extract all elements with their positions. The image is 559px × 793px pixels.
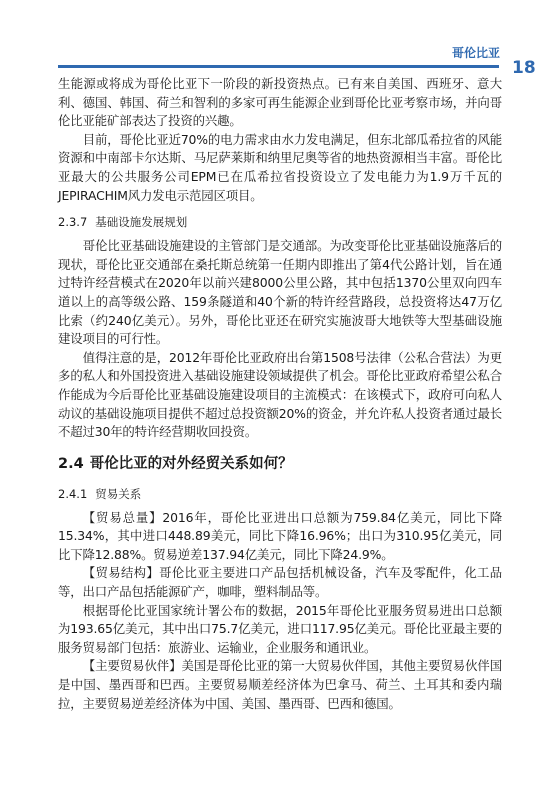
paragraph: 哥伦比亚基础设施建设的主管部门是交通部。为改变哥伦比亚基础设施落后的现状，哥伦比亚交通部在桑托斯总统第一任期内即推出了第4代公路计划，旨在通过特许经营模式在2020年以前兴建8000公里公路，其中包括1370公里双向四车道以上的高等级公路、159条隧道和40个新的特许经营路段，总投资将达47万亿比索（约240亿美元）。另外，哥伦比亚还在研究实施波哥大地铁等大型基础设施建设项目的可行性。 xyxy=(58,238,502,347)
item-text: 2016年，哥伦比亚进出口总额为759.84亿美元，同比下降15.34%，其中进口448.89美元，同比下降16.96%；出口为310.95亿美元，同比下降12.88%。贸易逆差137.94亿美元，同比下降24.9%。 xyxy=(58,509,503,562)
subsection-heading xyxy=(58,486,502,502)
section-number: 2.4 xyxy=(58,455,84,472)
page-number: 18 xyxy=(512,58,536,78)
subsection-title: 基础设施发展规划 xyxy=(95,215,188,230)
paragraph: 目前，哥伦比亚近70%的电力需求由水力发电满足，但东北部瓜希拉省的风能资源和中南部卡尔达斯、马尼萨莱斯和纳里尼奥等省的地热资源相当丰富。哥伦比亚最大的公共服务公司EPM已在瓜希拉省投资设立了发电能力为1.9万千瓦的JEPIRACHIM风力发电示范园区项目。 xyxy=(58,131,502,203)
item-label: 【贸易总量】 xyxy=(82,509,163,525)
section-title: 哥伦比亚的对外经贸关系如何？ xyxy=(89,455,293,472)
subsection-heading xyxy=(58,214,502,230)
paragraph: 生能源或将成为哥伦比亚下一阶段的新投资热点。已有来自美国、西班牙、意大利、德国、韩国、荷兰和智利的多家可再生能源企业到哥伦比亚考察市场，并向哥伦比亚能矿部表达了投资的兴趣。 xyxy=(58,76,502,129)
item-text: 根据哥伦比亚国家统计署公布的数据，2015年哥伦比亚服务贸易进出口总额为193.65亿美元，其中出口75.7亿美元，进口117.95亿美元。哥伦比亚最主要的服务贸易部门包括：旅游业、运输业，企业服务和通讯业。 xyxy=(58,602,502,655)
paragraph xyxy=(58,602,502,658)
paragraph xyxy=(58,657,502,713)
section-heading xyxy=(58,454,502,474)
paragraph xyxy=(58,509,502,565)
item-label: 【贸易结构】 xyxy=(82,565,160,581)
subsection-number: 2.3.7 xyxy=(58,215,88,230)
item-text: 哥伦比亚主要进口产品包括机械设备，汽车及零配件，化工品等，出口产品包括能源矿产，咖啡，塑料制品等。 xyxy=(58,565,502,600)
item-label: 【主要贸易伙伴】 xyxy=(82,658,182,674)
paragraph xyxy=(58,564,502,601)
header-title: 哥伦比亚 xyxy=(451,46,500,60)
page-content xyxy=(58,75,502,713)
subsection-title: 贸易关系 xyxy=(95,486,142,501)
header-rule xyxy=(58,65,499,68)
subsection-number: 2.4.1 xyxy=(58,486,88,501)
item-text: 美国是哥伦比亚的第一大贸易伙伴国，其他主要贸易伙伴国是中国、墨西哥和巴西。主要贸易顺差经济体为巴拿马、荷兰、土耳其和委内瑞拉，主要贸易逆差经济体为中国、美国、墨西哥、巴西和德国。 xyxy=(58,658,502,711)
paragraph: 值得注意的是，2012年哥伦比亚政府出台第1508号法律（公私合营法）为更多的私人和外国投资进入基础设施建设领域提供了机会。哥伦比亚政府希望公私合作能成为今后哥伦比亚基础设施建设项目的主流模式：在该模式下，政府可向私人动议的基础设施项目提供不超过总投资额20%的资金，并允许私人投资者通过最长不超过30年的特许经营期收回投资。 xyxy=(58,349,502,440)
